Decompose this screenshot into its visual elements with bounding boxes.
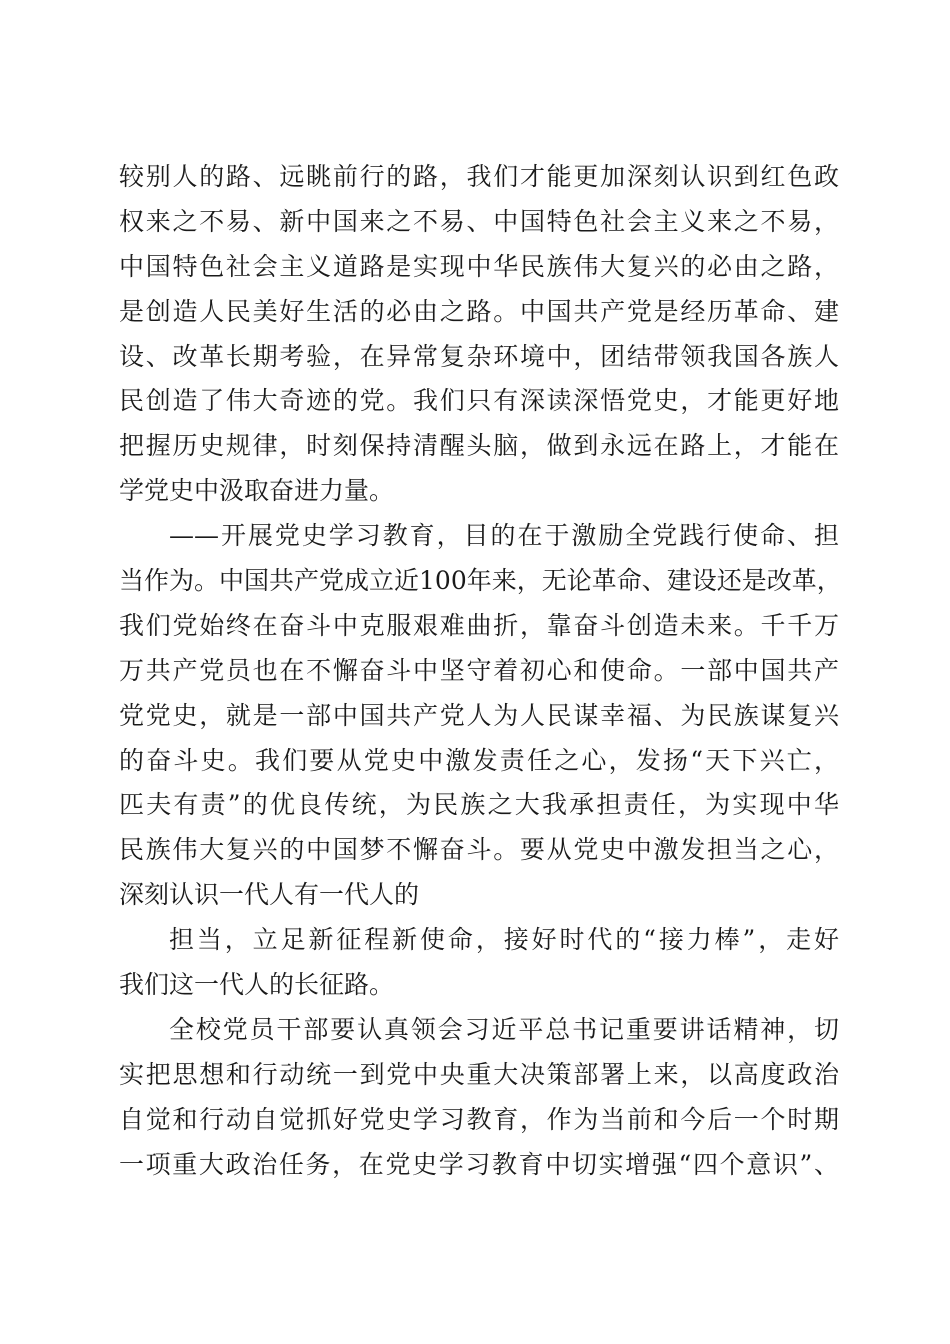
text-line: 民创造了伟大奇迹的党。我们只有深读深悟党史，才能更好地 (119, 386, 839, 416)
text-line: 当作为。中国共产党成立近100年来，无论革命、建设还是改革， (119, 566, 842, 596)
text-line: ——开展党史学习教育，目的在于激励全党践行使命、担 (169, 521, 839, 551)
text-line: 把握历史规律，时刻保持清醒头脑，做到永远在路上，才能在 (119, 431, 839, 461)
text-line: 权来之不易、新中国来之不易、中国特色社会主义来之不易， (119, 206, 839, 236)
body-text (119, 155, 842, 1187)
text-line: 民族伟大复兴的中国梦不懈奋斗。要从党史中激发担当之心， (119, 835, 839, 865)
text-line: 自觉和行动自觉抓好党史学习教育，作为当前和今后一个时期 (119, 1104, 839, 1134)
text-line: 我们党始终在奋斗中克服艰难曲折，靠奋斗创造未来。千千万 (119, 610, 839, 640)
text-line: 党党史，就是一部中国共产党人为人民谋幸福、为民族谋复兴 (119, 700, 839, 730)
text-line: 全校党员干部要认真领会习近平总书记重要讲话精神，切 (169, 1014, 839, 1044)
text-line: 较别人的路、远眺前行的路，我们才能更加深刻认识到红色政 (119, 162, 839, 191)
text-line: 的奋斗史。我们要从党史中激发责任之心，发扬“天下兴亡， (119, 745, 839, 775)
text-line: 一项重大政治任务，在党史学习教育中切实增强“四个意识”、 (119, 1149, 839, 1179)
text-line: 深刻认识一代人有一代人的 (119, 880, 420, 910)
text-line: 我们这一代人的长征路。 (119, 970, 395, 1000)
text-line: 学党史中汲取奋进力量。 (119, 476, 395, 506)
text-line: 设、改革长期考验，在异常复杂环境中，团结带领我国各族人 (119, 341, 839, 371)
text-line: 中国特色社会主义道路是实现中华民族伟大复兴的必由之路， (119, 251, 839, 281)
text-line: 匹夫有责”的优良传统，为民族之大我承担责任，为实现中华 (119, 790, 839, 820)
text-line: 实把思想和行动统一到党中央重大决策部署上来，以高度政治 (119, 1059, 839, 1089)
text-line: 是创造人民美好生活的必由之路。中国共产党是经历革命、建 (119, 296, 839, 326)
text-line: 万共产党员也在不懈奋斗中坚守着初心和使命。一部中国共产 (119, 655, 839, 685)
text-line: 担当，立足新征程新使命，接好时代的“接力棒”，走好 (169, 925, 839, 955)
